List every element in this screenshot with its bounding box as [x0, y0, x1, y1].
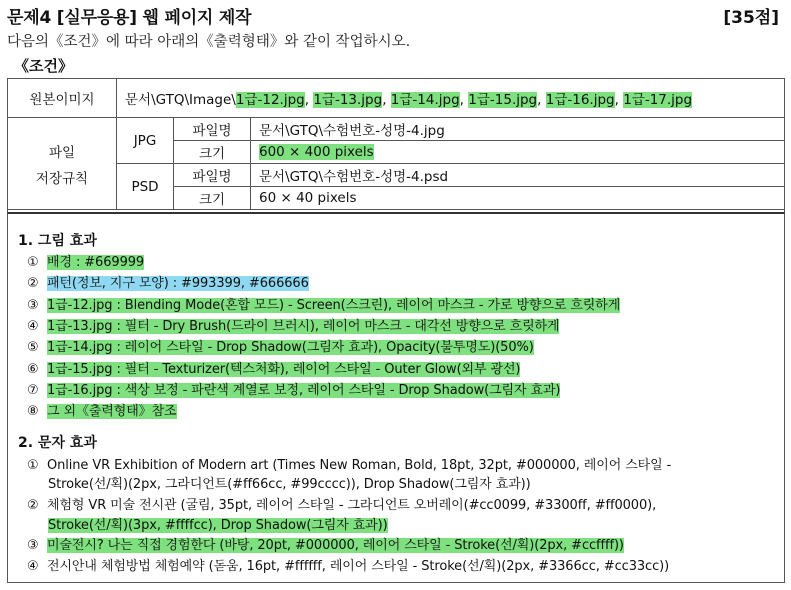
- table-spacer: [7, 204, 785, 212]
- jpg-label: JPG: [117, 118, 174, 164]
- psd-size-label: 크기: [174, 187, 251, 210]
- item-text: Stroke(선/획)(3px, #ffffcc), Drop Shadow(그림자 효과)): [48, 518, 388, 533]
- jpg-filename-value: 문서\GTQ\수험번호-성명-4.jpg: [251, 118, 785, 141]
- item-text: 그 외《출력형태》참조: [47, 404, 177, 419]
- psd-filename-label: 파일명: [174, 164, 251, 187]
- item-number: ③: [27, 538, 39, 553]
- item-text: 1급-12.jpg : Blending Mode(혼합 모드) - Screen(스크린), 레이어 마스크 - 가로 방향으로 흐릿하게: [47, 298, 621, 313]
- item-number: ①: [27, 255, 39, 270]
- text-effect-item: [27, 494, 656, 513]
- psd-filename-value: 문서\GTQ\수험번호-성명-4.psd: [251, 164, 785, 187]
- text-effect-item-continued: Stroke(선/획)(2px, 그라디언트(#ff66cc, #99cccc)), Drop Shadow(그림자 효과)): [48, 477, 531, 492]
- item-text: Online VR Exhibition of Modern art (Times New Roman, Bold, 18pt, 32pt, #000000, 레이어 스타일 -: [47, 458, 672, 473]
- item-number: ⑦: [27, 383, 39, 398]
- item-number: ④: [27, 319, 39, 334]
- item-number: ②: [27, 498, 39, 513]
- item-text: 미술전시? 나는 직접 경험한다 (바탕, 20pt, #000000, 레이어 스타일 - Stroke(선/획)(2px, #ccffff)): [47, 538, 624, 553]
- text-effects-heading: 2. 문자 효과: [18, 435, 97, 451]
- image-effect-item: [27, 358, 520, 377]
- item-text: 패턴(정보, 지구 모양) : #993399, #666666: [47, 276, 309, 291]
- text-effect-item: [27, 534, 624, 553]
- item-number: ⑤: [27, 340, 39, 355]
- save-rules-label: [8, 118, 117, 210]
- image-effect-item: [27, 272, 309, 291]
- source-image-files: 문서\GTQ\Image\1급-12.jpg, 1급-13.jpg, 1급-14.jpg, 1급-15.jpg, 1급-16.jpg, 1급-17.jpg: [117, 79, 785, 118]
- item-text: 배경 : #669999: [47, 255, 145, 270]
- item-number: ⑧: [27, 404, 39, 419]
- score-label: [35점]: [723, 8, 779, 28]
- item-number: ⑥: [27, 362, 39, 377]
- source-file: 1급-14.jpg: [390, 92, 460, 108]
- source-file: 1급-16.jpg: [545, 92, 615, 108]
- image-effect-item: [27, 336, 534, 355]
- jpg-filename-label: 파일명: [174, 118, 251, 141]
- jpg-size-value: [251, 141, 785, 164]
- item-number: ③: [27, 298, 39, 313]
- source-file: 1급-17.jpg: [623, 92, 693, 108]
- source-file: 1급-15.jpg: [468, 92, 538, 108]
- jpg-size-text: 600 × 400 pixels: [259, 144, 374, 160]
- source-file: 1급-12.jpg: [235, 92, 305, 108]
- instruction-text: 다음의《조건》에 따라 아래의《출력형태》와 같이 작업하시오.: [7, 34, 411, 50]
- image-effect-item: [27, 251, 144, 270]
- item-number: ②: [27, 276, 39, 291]
- image-effect-item: [27, 294, 620, 313]
- jpg-size-label: 크기: [174, 141, 251, 164]
- text-effect-item: [27, 454, 671, 473]
- problem-title: 문제4 [실무응용] 웹 페이지 제작: [7, 8, 252, 28]
- save-rules-label-line2: 저장규칙: [35, 170, 89, 187]
- source-file: 1급-13.jpg: [313, 92, 383, 108]
- image-effect-item: [27, 315, 559, 334]
- image-effect-item: [27, 400, 177, 419]
- source-path-prefix: 문서\GTQ\Image\: [125, 92, 236, 108]
- item-text: 전시안내 체험방법 체험예약 (돋움, 16pt, #ffffff, 레이어 스타일 - Stroke(선/획)(2px, #3366cc, #cc33cc)): [47, 559, 670, 574]
- source-image-label: 원본이미지: [8, 79, 117, 118]
- text-effect-item-continued: [48, 514, 388, 533]
- image-effect-item: [27, 379, 560, 398]
- psd-label: PSD: [117, 164, 174, 210]
- item-text: 1급-14.jpg : 레이어 스타일 - Drop Shadow(그림자 효과), Opacity(불투명도)(50%): [47, 340, 534, 355]
- save-rules-label-line1: 파일: [48, 144, 76, 161]
- item-text: 1급-13.jpg : 필터 - Dry Brush(드라이 브러시), 레이어 마스크 - 대각선 방향으로 흐릿하게: [47, 319, 560, 334]
- conditions-table: [7, 78, 785, 210]
- psd-size-value: 60 × 40 pixels: [251, 187, 785, 210]
- item-number: ①: [27, 458, 39, 473]
- image-effects-heading: 1. 그림 효과: [18, 233, 97, 249]
- item-text: 1급-16.jpg : 색상 보정 - 파란색 계열로 보정, 레이어 스타일 - Drop Shadow(그림자 효과): [47, 383, 561, 398]
- text-effect-item: [27, 555, 669, 574]
- item-number: ④: [27, 559, 39, 574]
- item-text: 체험형 VR 미술 전시관 (굴림, 35pt, 레이어 스타일 - 그라디언트 오버레이(#cc0099, #3300ff, #ff0000),: [47, 498, 657, 513]
- item-text: 1급-15.jpg : 필터 - Texturizer(텍스처화), 레이어 스타일 - Outer Glow(외부 광선): [47, 362, 521, 377]
- conditions-heading: 《조건》: [14, 57, 73, 75]
